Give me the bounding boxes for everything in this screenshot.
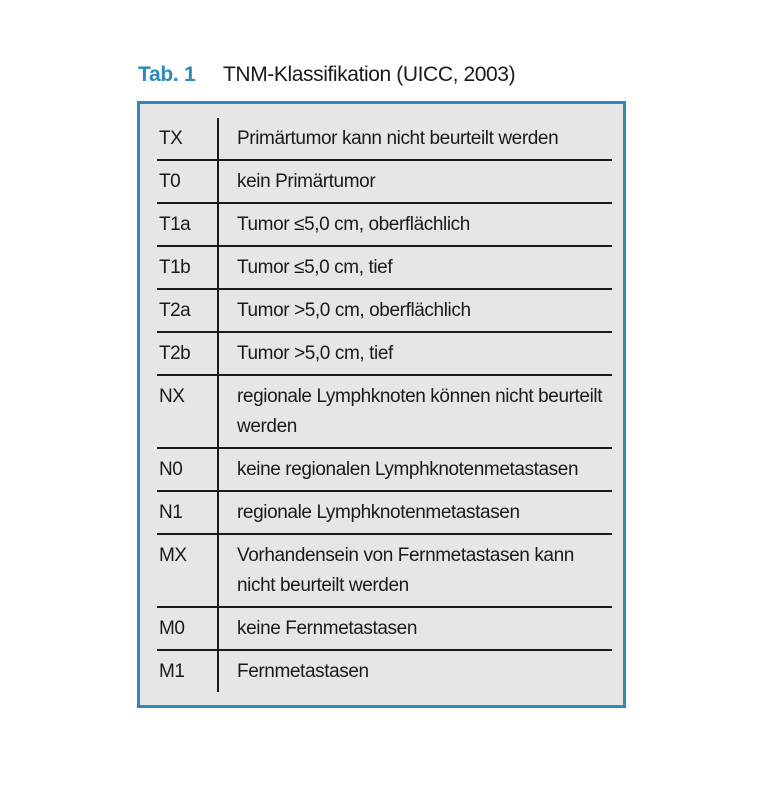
- table-row: [157, 333, 612, 376]
- row-description: Primärtumor kann nicht beurteilt werden: [237, 128, 559, 149]
- row-code: T2a: [157, 290, 219, 331]
- row-description: keine regionalen Lymphknotenmetastasen: [237, 459, 579, 480]
- table-caption: [138, 58, 515, 92]
- row-code: N0: [157, 449, 219, 490]
- table-row: [157, 290, 612, 333]
- row-description: regionale Lymphknoten können nicht beurteilt werden: [237, 386, 603, 437]
- row-description: keine Fernmetastasen: [237, 618, 417, 639]
- table-row: [157, 608, 612, 651]
- row-code: T2b: [157, 333, 219, 374]
- table-row: [157, 449, 612, 492]
- row-code: T1a: [157, 204, 219, 245]
- row-code: M0: [157, 608, 219, 649]
- table-row: [157, 651, 612, 692]
- row-description: kein Primärtumor: [237, 171, 376, 192]
- table-row: [157, 204, 612, 247]
- row-description: Tumor >5,0 cm, tief: [237, 343, 393, 364]
- table-row: [157, 161, 612, 204]
- table-row: [157, 535, 612, 608]
- row-code: T0: [157, 161, 219, 202]
- row-description: Tumor >5,0 cm, oberflächlich: [237, 300, 471, 321]
- table-title: TNM-Klassifikation (UICC, 2003): [223, 63, 516, 86]
- table-number: Tab. 1: [138, 63, 196, 86]
- table-row: [157, 247, 612, 290]
- table-row: [157, 492, 612, 535]
- row-code: NX: [157, 376, 219, 447]
- row-description: regionale Lymphknotenmetastasen: [237, 502, 520, 523]
- row-code: M1: [157, 651, 219, 692]
- row-code: TX: [157, 118, 219, 159]
- row-code: N1: [157, 492, 219, 533]
- row-code: T1b: [157, 247, 219, 288]
- row-description: Fernmetastasen: [237, 661, 369, 682]
- row-description: Tumor ≤5,0 cm, oberflächlich: [237, 214, 470, 235]
- row-description: Tumor ≤5,0 cm, tief: [237, 257, 393, 278]
- tnm-table: [137, 101, 626, 708]
- table-rows: [157, 118, 612, 692]
- row-code: MX: [157, 535, 219, 606]
- row-description: Vorhandensein von Fernmetastasen kann nicht beurteilt werden: [237, 545, 574, 596]
- table-row: [157, 376, 612, 449]
- table-row: [157, 118, 612, 161]
